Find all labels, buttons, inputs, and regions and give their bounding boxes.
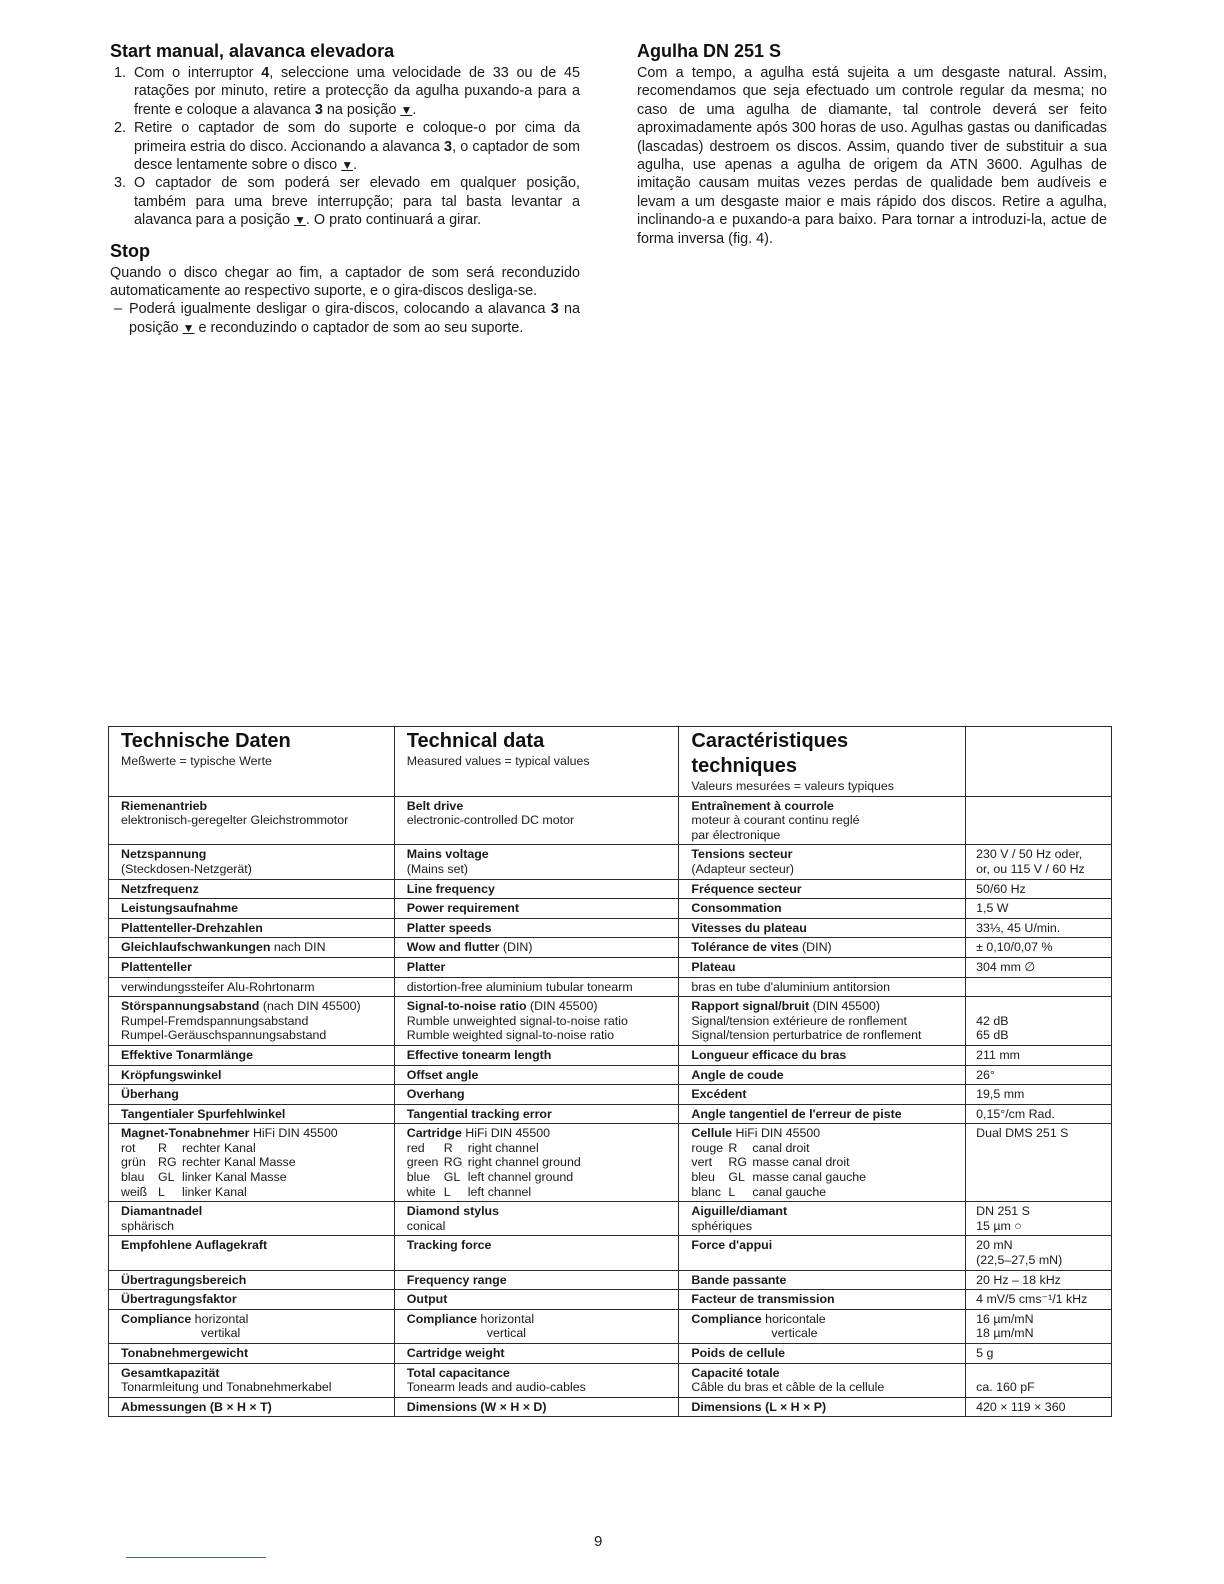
spec-label: Angle tangentiel de l'erreur de piste: [691, 1106, 902, 1121]
spec-detail: (Adapteur secteur): [691, 861, 795, 876]
table-row: [109, 845, 1112, 879]
wire-color-row: rouge R canal droit: [691, 1140, 810, 1155]
cell-en: [394, 957, 679, 977]
spec-detail: Tonearm leads and audio-cables: [406, 1380, 586, 1395]
spec-label: Kröpfungswinkel: [121, 1067, 222, 1082]
spec-label: Vitesses du plateau: [691, 920, 807, 935]
cell-en: [394, 879, 679, 899]
cell-fr: [679, 796, 966, 845]
spec-detail: verticale: [771, 1326, 818, 1341]
cell-de: [109, 1085, 395, 1105]
spec-detail: Rumpel-Fremdspannungsabstand Rumpel-Geräuschspannungsabstand: [121, 1013, 327, 1043]
spec-label: Plattenteller-Drehzahlen: [121, 920, 263, 935]
spec-label: Übertragungsfaktor: [121, 1292, 237, 1307]
spec-label: Consommation: [691, 901, 782, 916]
table-row-compliance: [109, 1309, 1112, 1343]
spec-detail: Rumble unweighted signal-to-noise ratio Rumble weighted signal-to-noise ratio: [406, 1013, 628, 1043]
spec-value: 4 mV/5 cms⁻¹/1 kHz: [976, 1292, 1088, 1307]
cell-value: [966, 1045, 1112, 1065]
spec-label: Tolérance de vites (DIN): [691, 940, 832, 955]
spec-label: Bande passante: [691, 1272, 787, 1287]
table-row: [109, 918, 1112, 938]
cell-value: [966, 879, 1112, 899]
spec-value: 16 µm/mN 18 µm/mN: [976, 1311, 1034, 1341]
spec-label: Tensions secteur: [691, 847, 793, 862]
spec-label: Netzfrequenz: [121, 881, 199, 896]
table-row: [109, 1065, 1112, 1085]
spec-value: ca. 160 pF: [976, 1380, 1035, 1395]
footer-rule: [126, 1557, 266, 1558]
spec-label: Compliance horizontal: [406, 1311, 535, 1326]
cell-value: [966, 938, 1112, 958]
spec-value: 33⅓, 45 U/min.: [976, 920, 1061, 935]
cell-en: [394, 1045, 679, 1065]
spec-value: ± 0,10/0,07 %: [976, 940, 1053, 955]
spec-detail: elektronisch-geregelter Gleichstrommotor: [121, 813, 349, 828]
header-cell-fr: Caractéristiques techniques Valeurs mesurées = valeurs typiques: [679, 727, 966, 797]
spec-label: Aiguille/diamant: [691, 1204, 788, 1219]
spec-label: Netzspannung: [121, 847, 207, 862]
table-row: [109, 1085, 1112, 1105]
cell-de: [109, 918, 395, 938]
spec-label: Gesamtkapazität: [121, 1365, 220, 1380]
spec-value: 304 mm ∅: [976, 959, 1036, 974]
cell-value: [966, 1124, 1112, 1202]
spec-detail: vertikal: [201, 1326, 241, 1341]
table-row: [109, 997, 1112, 1046]
cell-en: [394, 1065, 679, 1085]
lever-position-symbol: ▼: [182, 320, 195, 335]
cell-fr: [679, 1344, 966, 1364]
cell-fr: [679, 1104, 966, 1124]
spec-value: 5 g: [976, 1346, 994, 1360]
agulha-paragraph: Com a tempo, a agulha está sujeita a um desgaste natural. Assim, recomendamos que seja efectuado um controle regular da mesma; no caso de uma agulha de diamante, tal controle deverá ser feito aproximadamente após 300 horas de uso. Agulhas gastas ou danificadas (lascadas) destroem os discos. Assim, quando tiver de substituir a sua agulha, use apenas a agulha de origem da ATN 3600. Agulhas de imitação causam muitas vezes perdas de qualidade bem audíveis e levam a um desgaste maior e mais rápido dos discos. Retire a agulha, inclinando-a e puxando-a para baixo. Para tornar a introduzi-la, actue de forma inversa (fig. 4).: [637, 65, 1107, 247]
cell-en: [394, 1085, 679, 1105]
cell-en: [394, 1270, 679, 1290]
table-header-row: [109, 727, 1112, 797]
table-row: [109, 899, 1112, 919]
cell-de: [109, 1045, 395, 1065]
spec-label: Fréquence secteur: [691, 881, 802, 896]
cell-en: [394, 845, 679, 879]
cell-en: [394, 977, 679, 997]
spec-value: 50/60 Hz: [976, 881, 1026, 896]
spec-detail: moteur à courant continu reglé par électronique: [691, 813, 860, 842]
table-row: [109, 938, 1112, 958]
cell-fr: [679, 918, 966, 938]
cell-fr: [679, 1290, 966, 1310]
spec-detail: verwindungssteifer Alu-Rohrtonarm: [121, 979, 315, 994]
cell-de: [109, 997, 395, 1046]
cell-value: [966, 1270, 1112, 1290]
table-row: [109, 977, 1112, 997]
wire-color-row: white L left channel: [406, 1184, 532, 1199]
spec-label: Compliance horicontale: [691, 1311, 826, 1326]
cell-de: [109, 1344, 395, 1364]
spec-detail: conical: [406, 1218, 446, 1233]
spec-label: Gleichlaufschwankungen nach DIN: [121, 940, 326, 955]
cell-value: [966, 1085, 1112, 1105]
cell-en: [394, 796, 679, 845]
spec-label: Plattenteller: [121, 959, 192, 974]
cell-de: [109, 957, 395, 977]
spec-label: Force d'appui: [691, 1238, 773, 1253]
cell-value: [966, 1309, 1112, 1343]
spec-label: Effective tonearm length: [406, 1047, 552, 1062]
cell-de: [109, 1363, 395, 1397]
wire-color-row: blau GL linker Kanal Masse: [121, 1170, 287, 1185]
cell-en: [394, 1363, 679, 1397]
spec-value: 20 mN (22,5–27,5 mN): [976, 1238, 1063, 1268]
spec-label: Dimensions (L × H × P): [691, 1399, 827, 1414]
spec-label: Cartridge weight: [406, 1346, 505, 1360]
spec-label: Offset angle: [406, 1067, 479, 1082]
wire-color-row: grün RG rechter Kanal Masse: [121, 1155, 296, 1170]
cell-fr: [679, 879, 966, 899]
cell-value: [966, 1202, 1112, 1236]
wire-color-row: weiß L linker Kanal: [121, 1184, 247, 1199]
spec-label: Power requirement: [406, 901, 519, 916]
cell-value: [966, 845, 1112, 879]
spec-label: Capacité totale: [691, 1365, 780, 1380]
cell-de: [109, 1270, 395, 1290]
spec-detail: Tonarmleitung und Tonabnehmerkabel: [121, 1380, 332, 1395]
stop-dash-item: – Poderá igualmente desligar o gira-discos, colocando a alavanca 3 na posição ▼ e reconduzindo o captador de som ao seu suporte.: [114, 301, 580, 336]
cell-value: [966, 899, 1112, 919]
cell-en: [394, 1202, 679, 1236]
spec-detail: (Steckdosen-Netzgerät): [121, 861, 252, 876]
spec-value: Dual DMS 251 S: [976, 1126, 1069, 1141]
cell-en: [394, 1236, 679, 1270]
cell-value: [966, 1344, 1112, 1364]
spec-detail: vertical: [486, 1326, 526, 1341]
spec-label: Total capacitance: [406, 1365, 510, 1380]
cell-value: [966, 997, 1112, 1046]
cell-en: [394, 1397, 679, 1417]
cell-fr: [679, 1397, 966, 1417]
table-row: [109, 796, 1112, 845]
spec-detail: (Mains set): [406, 861, 469, 876]
cell-de: [109, 1309, 395, 1343]
lever-position-symbol: ▼: [400, 102, 413, 117]
spec-label: Dimensions (W × H × D): [406, 1399, 547, 1414]
cell-value: [966, 796, 1112, 845]
right-column: [637, 40, 1107, 248]
spec-value: 26°: [976, 1067, 995, 1082]
spec-label: Signal-to-noise ratio (DIN 45500): [406, 999, 598, 1014]
spec-label: Frequency range: [406, 1272, 507, 1287]
table-row: [109, 1397, 1112, 1417]
cell-fr: [679, 997, 966, 1046]
spec-label: Belt drive: [406, 798, 464, 813]
table-row: [109, 1344, 1112, 1364]
spec-label: Mains voltage: [406, 847, 489, 862]
cell-de: [109, 1202, 395, 1236]
spec-label: Überhang: [121, 1087, 179, 1102]
stop-paragraph: Quando o disco chegar ao fim, a captador de som será reconduzido automaticamente ao respectivo suporte, e o gira-discos desliga-se.: [110, 264, 580, 300]
cell-en: [394, 1344, 679, 1364]
spec-label: Output: [406, 1292, 448, 1307]
cell-de: [109, 796, 395, 845]
spec-label: Platter: [406, 959, 446, 974]
cell-en: [394, 1290, 679, 1310]
cell-value: [966, 918, 1112, 938]
spec-label: Longueur efficace du bras: [691, 1047, 847, 1062]
spec-label: Tracking force: [406, 1238, 492, 1253]
wire-color-row: red R right channel: [406, 1140, 539, 1155]
wire-color-row: blanc L canal gauche: [691, 1184, 827, 1199]
cell-de: [109, 1124, 395, 1202]
cell-fr: [679, 938, 966, 958]
cell-fr: [679, 1124, 966, 1202]
table-row: [109, 1363, 1112, 1397]
spec-label: Plateau: [691, 959, 736, 974]
spec-label: Diamond stylus: [406, 1204, 500, 1219]
table-row: [109, 1236, 1112, 1270]
spec-value: 420 × 119 × 360: [976, 1399, 1066, 1414]
spec-label: Tangentialer Spurfehlwinkel: [121, 1106, 286, 1121]
header-cell-values: [966, 727, 1112, 797]
wire-color-row: vert RG masse canal droit: [691, 1155, 850, 1170]
wire-color-row: blue GL left channel ground: [406, 1170, 574, 1185]
table-row: [109, 957, 1112, 977]
cell-fr: [679, 977, 966, 997]
cell-fr: [679, 899, 966, 919]
spec-label: Cellule HiFi DIN 45500: [691, 1126, 821, 1141]
spec-label: Magnet-Tonabnehmer HiFi DIN 45500: [121, 1126, 338, 1141]
table-row: [109, 879, 1112, 899]
spec-label: Excédent: [691, 1087, 747, 1102]
cell-fr: [679, 1236, 966, 1270]
spec-value: DN 251 S 15 µm ○: [976, 1204, 1030, 1233]
cell-fr: [679, 1085, 966, 1105]
spec-label: Rapport signal/bruit (DIN 45500): [691, 999, 881, 1014]
spec-label: Platter speeds: [406, 920, 492, 935]
cell-en: [394, 997, 679, 1046]
list-item: 3. O captador de som poderá ser elevado em qualquer posição, também para uma breve interrupção; para tal basta levantar a alavanca para a posição ▼. O prato continuará a girar.: [114, 175, 580, 229]
spec-value: 211 mm: [976, 1047, 1020, 1062]
spec-label: Tonabnehmergewicht: [121, 1346, 249, 1360]
cell-en: [394, 918, 679, 938]
cell-en: [394, 1309, 679, 1343]
spec-label: Entraînement à courrole: [691, 798, 834, 813]
spec-label: Riemenantrieb: [121, 798, 208, 813]
spec-label: Störspannungsabstand (nach DIN 45500): [121, 999, 361, 1014]
cell-fr: [679, 1363, 966, 1397]
cell-de: [109, 845, 395, 879]
spec-label: Cartridge HiFi DIN 45500: [406, 1126, 550, 1141]
spec-detail: distortion-free aluminium tubular tonearm: [406, 979, 633, 994]
cell-de: [109, 1104, 395, 1124]
spec-label: Line frequency: [406, 881, 495, 896]
list-item: 1. Com o interruptor 4, seleccione uma velocidade de 33 ou de 45 ratações por minuto, retire a protecção da agulha puxando-a para a frente e coloque a alavanca 3 na posição ▼.: [114, 65, 580, 118]
lever-position-symbol: ▼: [294, 213, 306, 228]
cell-fr: [679, 1065, 966, 1085]
table-row-cartridge: [109, 1124, 1112, 1202]
cell-fr: [679, 1202, 966, 1236]
table-row: [109, 1104, 1112, 1124]
cell-fr: [679, 1270, 966, 1290]
cell-value: [966, 1290, 1112, 1310]
spec-detail: bras en tube d'aluminium antitorsion: [691, 979, 891, 994]
spec-label: Facteur de transmission: [691, 1292, 835, 1307]
spec-label: Compliance horizontal: [121, 1311, 249, 1326]
spec-value: 42 dB 65 dB: [976, 1013, 1009, 1043]
lever-position-symbol: ▼: [341, 158, 354, 173]
cell-en: [394, 1104, 679, 1124]
cell-de: [109, 1065, 395, 1085]
spec-value: 19,5 mm: [976, 1087, 1025, 1102]
cell-de: [109, 1236, 395, 1270]
page-number: 9: [594, 1533, 603, 1550]
spec-label: Übertragungsbereich: [121, 1272, 247, 1287]
spec-detail: electronic-controlled DC motor: [406, 813, 575, 828]
list-item: 2. Retire o captador de som do suporte e coloque-o por cima da primeira estria do disco. Accionando a alavanca 3, o captador de som desce lentamente sobre o disco ▼.: [114, 120, 580, 174]
header-cell-en: Technical data Measured values = typical values: [394, 727, 679, 797]
cell-value: [966, 1397, 1112, 1417]
steps-list: [110, 64, 580, 230]
cell-de: [109, 1290, 395, 1310]
spec-label: Poids de cellule: [691, 1346, 786, 1360]
spec-detail: Câble du bras et câble de la cellule: [691, 1380, 885, 1395]
left-column: [110, 40, 580, 337]
table-row: [109, 1270, 1112, 1290]
cell-de: [109, 977, 395, 997]
wire-color-row: rot R rechter Kanal: [121, 1140, 256, 1155]
spec-detail: sphärisch: [121, 1218, 175, 1233]
spec-label: Angle de coude: [691, 1067, 784, 1082]
spec-label: Leistungsaufnahme: [121, 901, 239, 916]
spec-value: 1,5 W: [976, 901, 1009, 916]
cell-value: [966, 1104, 1112, 1124]
cell-value: [966, 977, 1112, 997]
table-row: [109, 1290, 1112, 1310]
spec-value: 0,15°/cm Rad.: [976, 1106, 1055, 1121]
spec-label: Overhang: [406, 1087, 465, 1102]
section-title-agulha: Agulha DN 251 S: [637, 41, 782, 61]
table-row: [109, 1202, 1112, 1236]
spec-detail: sphériques: [691, 1218, 753, 1233]
cell-fr: [679, 957, 966, 977]
spec-detail: Signal/tension extérieure de ronflement Signal/tension perturbatrice de ronflement: [691, 1013, 922, 1043]
wire-color-row: green RG right channel ground: [406, 1155, 581, 1170]
technical-data-table: [108, 726, 1112, 1417]
spec-label: Wow and flutter (DIN): [406, 940, 533, 955]
cell-de: [109, 879, 395, 899]
cell-fr: [679, 1045, 966, 1065]
spec-label: Abmessungen (B × H × T): [121, 1399, 272, 1414]
section-title-stop: Stop: [110, 240, 150, 261]
wire-color-row: bleu GL masse canal gauche: [691, 1170, 867, 1185]
table-row: [109, 1045, 1112, 1065]
cell-de: [109, 899, 395, 919]
cell-fr: [679, 845, 966, 879]
spec-label: Tangential tracking error: [406, 1106, 552, 1121]
cell-en: [394, 899, 679, 919]
spec-label: Diamantnadel: [121, 1204, 203, 1219]
cell-value: [966, 957, 1112, 977]
cell-en: [394, 1124, 679, 1202]
cell-de: [109, 938, 395, 958]
spec-label: Empfohlene Auflagekraft: [121, 1238, 268, 1253]
cell-value: [966, 1363, 1112, 1397]
cell-value: [966, 1065, 1112, 1085]
cell-en: [394, 938, 679, 958]
spec-value: 230 V / 50 Hz oder, or, ou 115 V / 60 Hz: [976, 847, 1085, 876]
header-cell-de: Technische Daten Meßwerte = typische Werte: [109, 727, 395, 797]
spec-label: Effektive Tonarmlänge: [121, 1047, 253, 1062]
cell-fr: [679, 1309, 966, 1343]
cell-value: [966, 1236, 1112, 1270]
cell-de: [109, 1397, 395, 1417]
section-title-start-manual: Start manual, alavanca elevadora: [110, 41, 395, 61]
spec-value: 20 Hz – 18 kHz: [976, 1272, 1061, 1287]
